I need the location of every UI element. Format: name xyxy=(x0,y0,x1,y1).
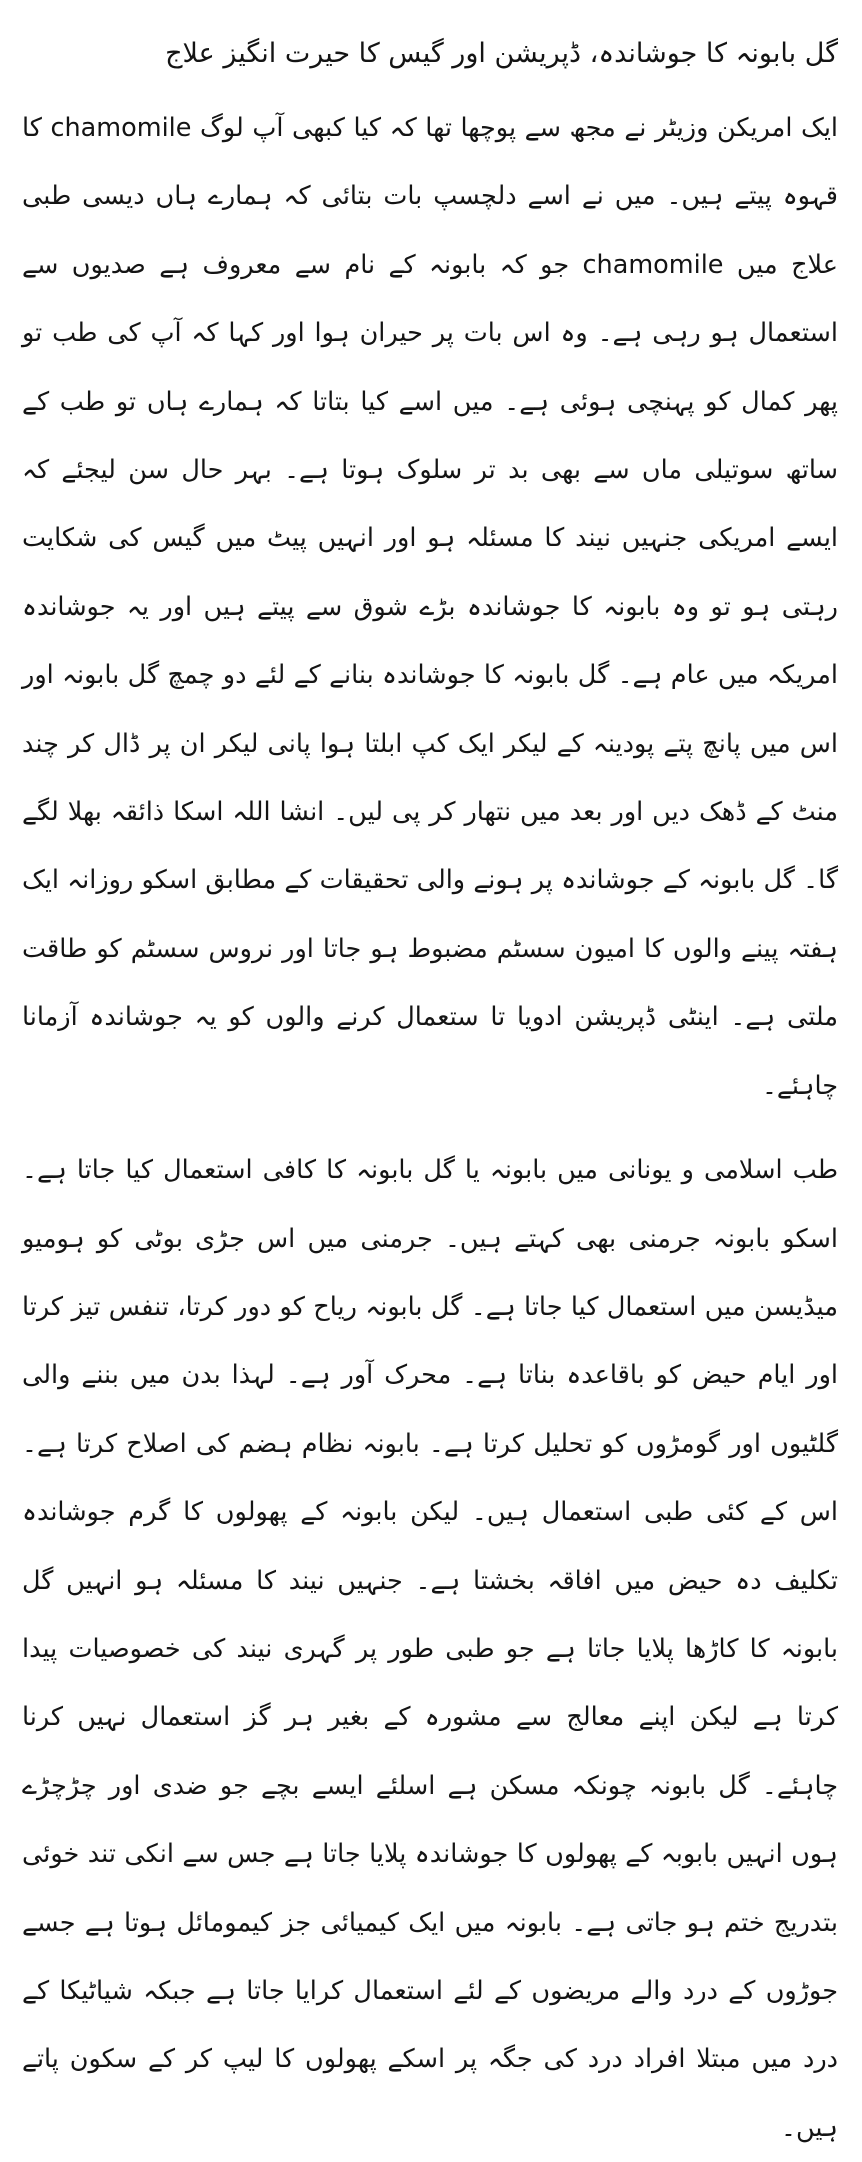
article-title: گل بابونہ کا جوشاندہ، ڈپریشن اور گیس کا حیرت انگیز علاج xyxy=(165,38,838,69)
article-paragraph-2: طب اسلامی و یونانی میں بابونہ یا گل بابونہ کا کافی استعمال کیا جاتا ہے۔ اسکو بابونہ جرمنی بھی کہتے ہیں۔ جرمنی میں اس جڑی بوٹی کو ہومیو میڈیسن میں استعمال کیا جاتا ہے۔ گل بابونہ ریاح کو دور کرتا، تنفس تیز کرتا اور ایام حیض کو باقاعدہ بناتا ہے۔ محرک آور ہے۔ لہذا بدن میں بننے والی گلٹیوں اور گومڑوں کو تحلیل کرتا ہے۔ بابونہ نظام ہضم کی اصلاح کرتا ہے۔ اس کے کئی طبی استعمال ہیں۔ لیکن بابونہ کے پھولوں کا گرم جوشاندہ تکلیف دہ حیض میں افاقہ بخشتا ہے۔ جنہیں نیند کا مسئلہ ہو انہیں گل بابونہ کا کاڑھا پلایا جاتا ہے جو طبی طور پر گہری نیند کی خصوصیات پیدا کرتا ہے لیکن اپنے معالج سے مشورہ کے بغیر ہر گز استعمال نہیں کرنا چاہئے۔ گل بابونہ چونکہ مسکن ہے اسلئے ایسے بچے جو ضدی اور چڑچڑے ہوں انہیں بابوبہ کے پھولوں کا جوشاندہ پلایا جاتا ہے جس سے انکی تند خوئی بتدریج ختم ہو جاتی ہے۔ بابونہ میں ایک کیمیائی جز کیمومائل ہوتا ہے جسے جوڑوں کے درد والے مریضوں کے لئے استعمال کرایا جاتا ہے جبکہ شیاٹیکا کے درد میں مبتلا افراد درد کی جگہ پر اسکے پھولوں کا لیپ کر کے سکون پاتے ہیں۔ xyxy=(22,1155,838,2143)
article-paragraph-1: ایک امریکن وزیٹر نے مجھ سے پوچھا تھا کہ کیا کبھی آپ لوگ chamomile کا قہوہ پیتے ہیں۔ میں نے اسے دلچسپ بات بتائی کہ ہمارے ہاں دیسی طبی علاج میں chamomile جو کہ بابونہ کے نام سے معروف ہے صدیوں سے استعمال ہو رہی ہے۔ وہ اس بات پر حیران ہوا اور کہا کہ آپ کی طب تو پھر کمال کو پہنچی ہوئی ہے۔ میں اسے کیا بتاتا کہ ہمارے ہاں تو طب کے ساتھ سوتیلی ماں سے بھی بد تر سلوک ہوتا ہے۔ بہر حال سن لیجئے کہ ایسے امریکی جنہیں نیند کا مسئلہ ہو اور انہیں پیٹ میں گیس کی شکایت رہتی ہو تو وہ بابونہ کا جوشاندہ بڑے شوق سے پیتے ہیں اور یہ جوشاندہ امریکہ میں عام ہے۔ گل بابونہ کا جوشاندہ بنانے کے لئے دو چمچ گل بابونہ اور اس میں پانچ پتے پودینہ کے لیکر ایک کپ ابلتا ہوا پانی لیکر ان پر ڈال کر چند منٹ کے ڈھک دیں اور بعد میں نتھار کر پی لیں۔ انشا اللہ اسکا ذائقہ بھلا لگے گا۔ گل بابونہ کے جوشاندہ پر ہونے والی تحقیقات کے مطابق اسکو روزانہ ایک ہفتہ پینے والوں کا امیون سسٹم مضبوط ہو جاتا اور نروس سسٹم کو طاقت ملتی ہے۔ اینٹی ڈپریشن ادویا تا ستعمال کرنے والوں کو یہ جوشاندہ آزمانا چاہئے۔ xyxy=(22,113,839,1101)
